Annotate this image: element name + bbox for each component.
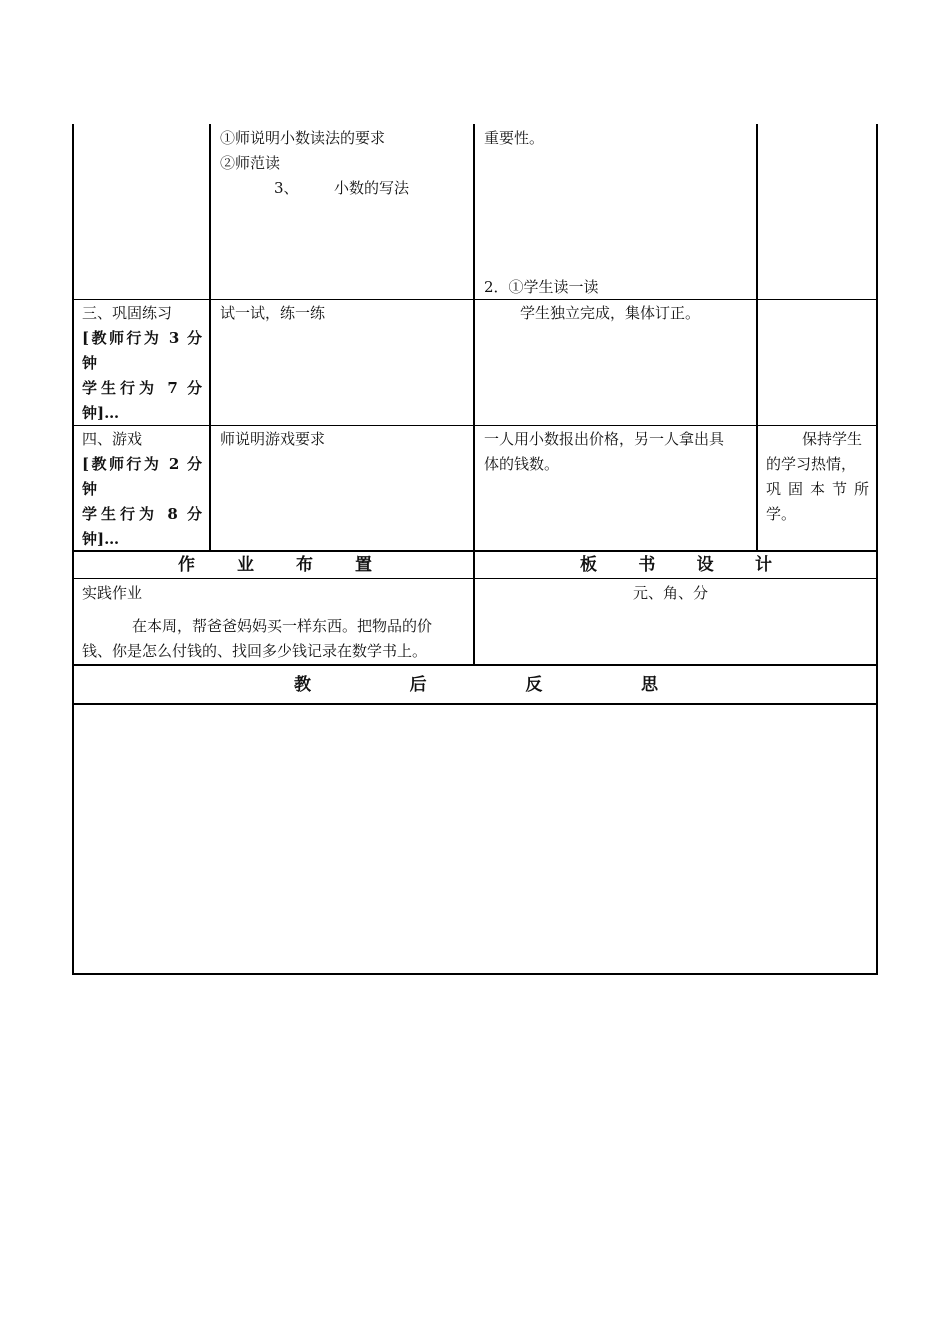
teacher-time: [教师行为 3 分 (82, 329, 202, 347)
teacher-time-unit: 钟 (82, 480, 98, 498)
stage-title: 四、游戏 (82, 430, 143, 448)
teacher-activity: 试一试，练一练 (220, 304, 326, 322)
student-time-unit: 钟]… (82, 530, 120, 548)
teacher-activity: 师说明游戏要求 (220, 430, 326, 448)
teacher-time-unit: 钟 (82, 354, 98, 372)
board-design-header: 板 书 设 计 (580, 555, 772, 575)
homework-body-line-1: 在本周，帮爸爸妈妈买一样东西。把物品的价 (132, 617, 433, 635)
teacher-step-2: ②师范读 (220, 154, 281, 172)
student-step: 2．①学生读一读 (484, 278, 599, 296)
reflection-area (74, 705, 876, 973)
homework-body-line-2: 钱、你是怎么付钱的、找回多少钱记录在数学书上。 (82, 642, 428, 660)
purpose-line-2: 的学习热情， (766, 455, 857, 473)
teacher-time: [教师行为 2 分 (82, 455, 202, 473)
homework-title: 实践作业 (82, 584, 143, 602)
student-time-unit: 钟]… (82, 404, 120, 422)
purpose-line-1: 保持学生 (802, 430, 863, 448)
student-activity-line-1: 一人用小数报出价格，另一人拿出具 (484, 430, 725, 448)
purpose-line-4: 学。 (766, 505, 797, 523)
purpose-line-3: 巩 固 本 节 所 (766, 480, 869, 498)
student-activity-line-2: 体的钱数。 (484, 455, 560, 473)
student-time: 学生行为 7 分 (82, 379, 202, 397)
student-note: 重要性。 (484, 129, 545, 147)
stage-title: 三、巩固练习 (82, 304, 173, 322)
student-time: 学生行为 8 分 (82, 505, 202, 523)
section-number: 3、 (274, 179, 299, 197)
teacher-step-1: ①师说明小数读法的要求 (220, 129, 386, 147)
reflection-header: 教 后 反 思 (294, 675, 658, 695)
board-content: 元、角、分 (633, 584, 709, 602)
homework-header: 作 业 布 置 (178, 555, 372, 575)
section-title: 小数的写法 (334, 179, 410, 197)
student-activity: 学生独立完成，集体订正。 (520, 304, 701, 322)
